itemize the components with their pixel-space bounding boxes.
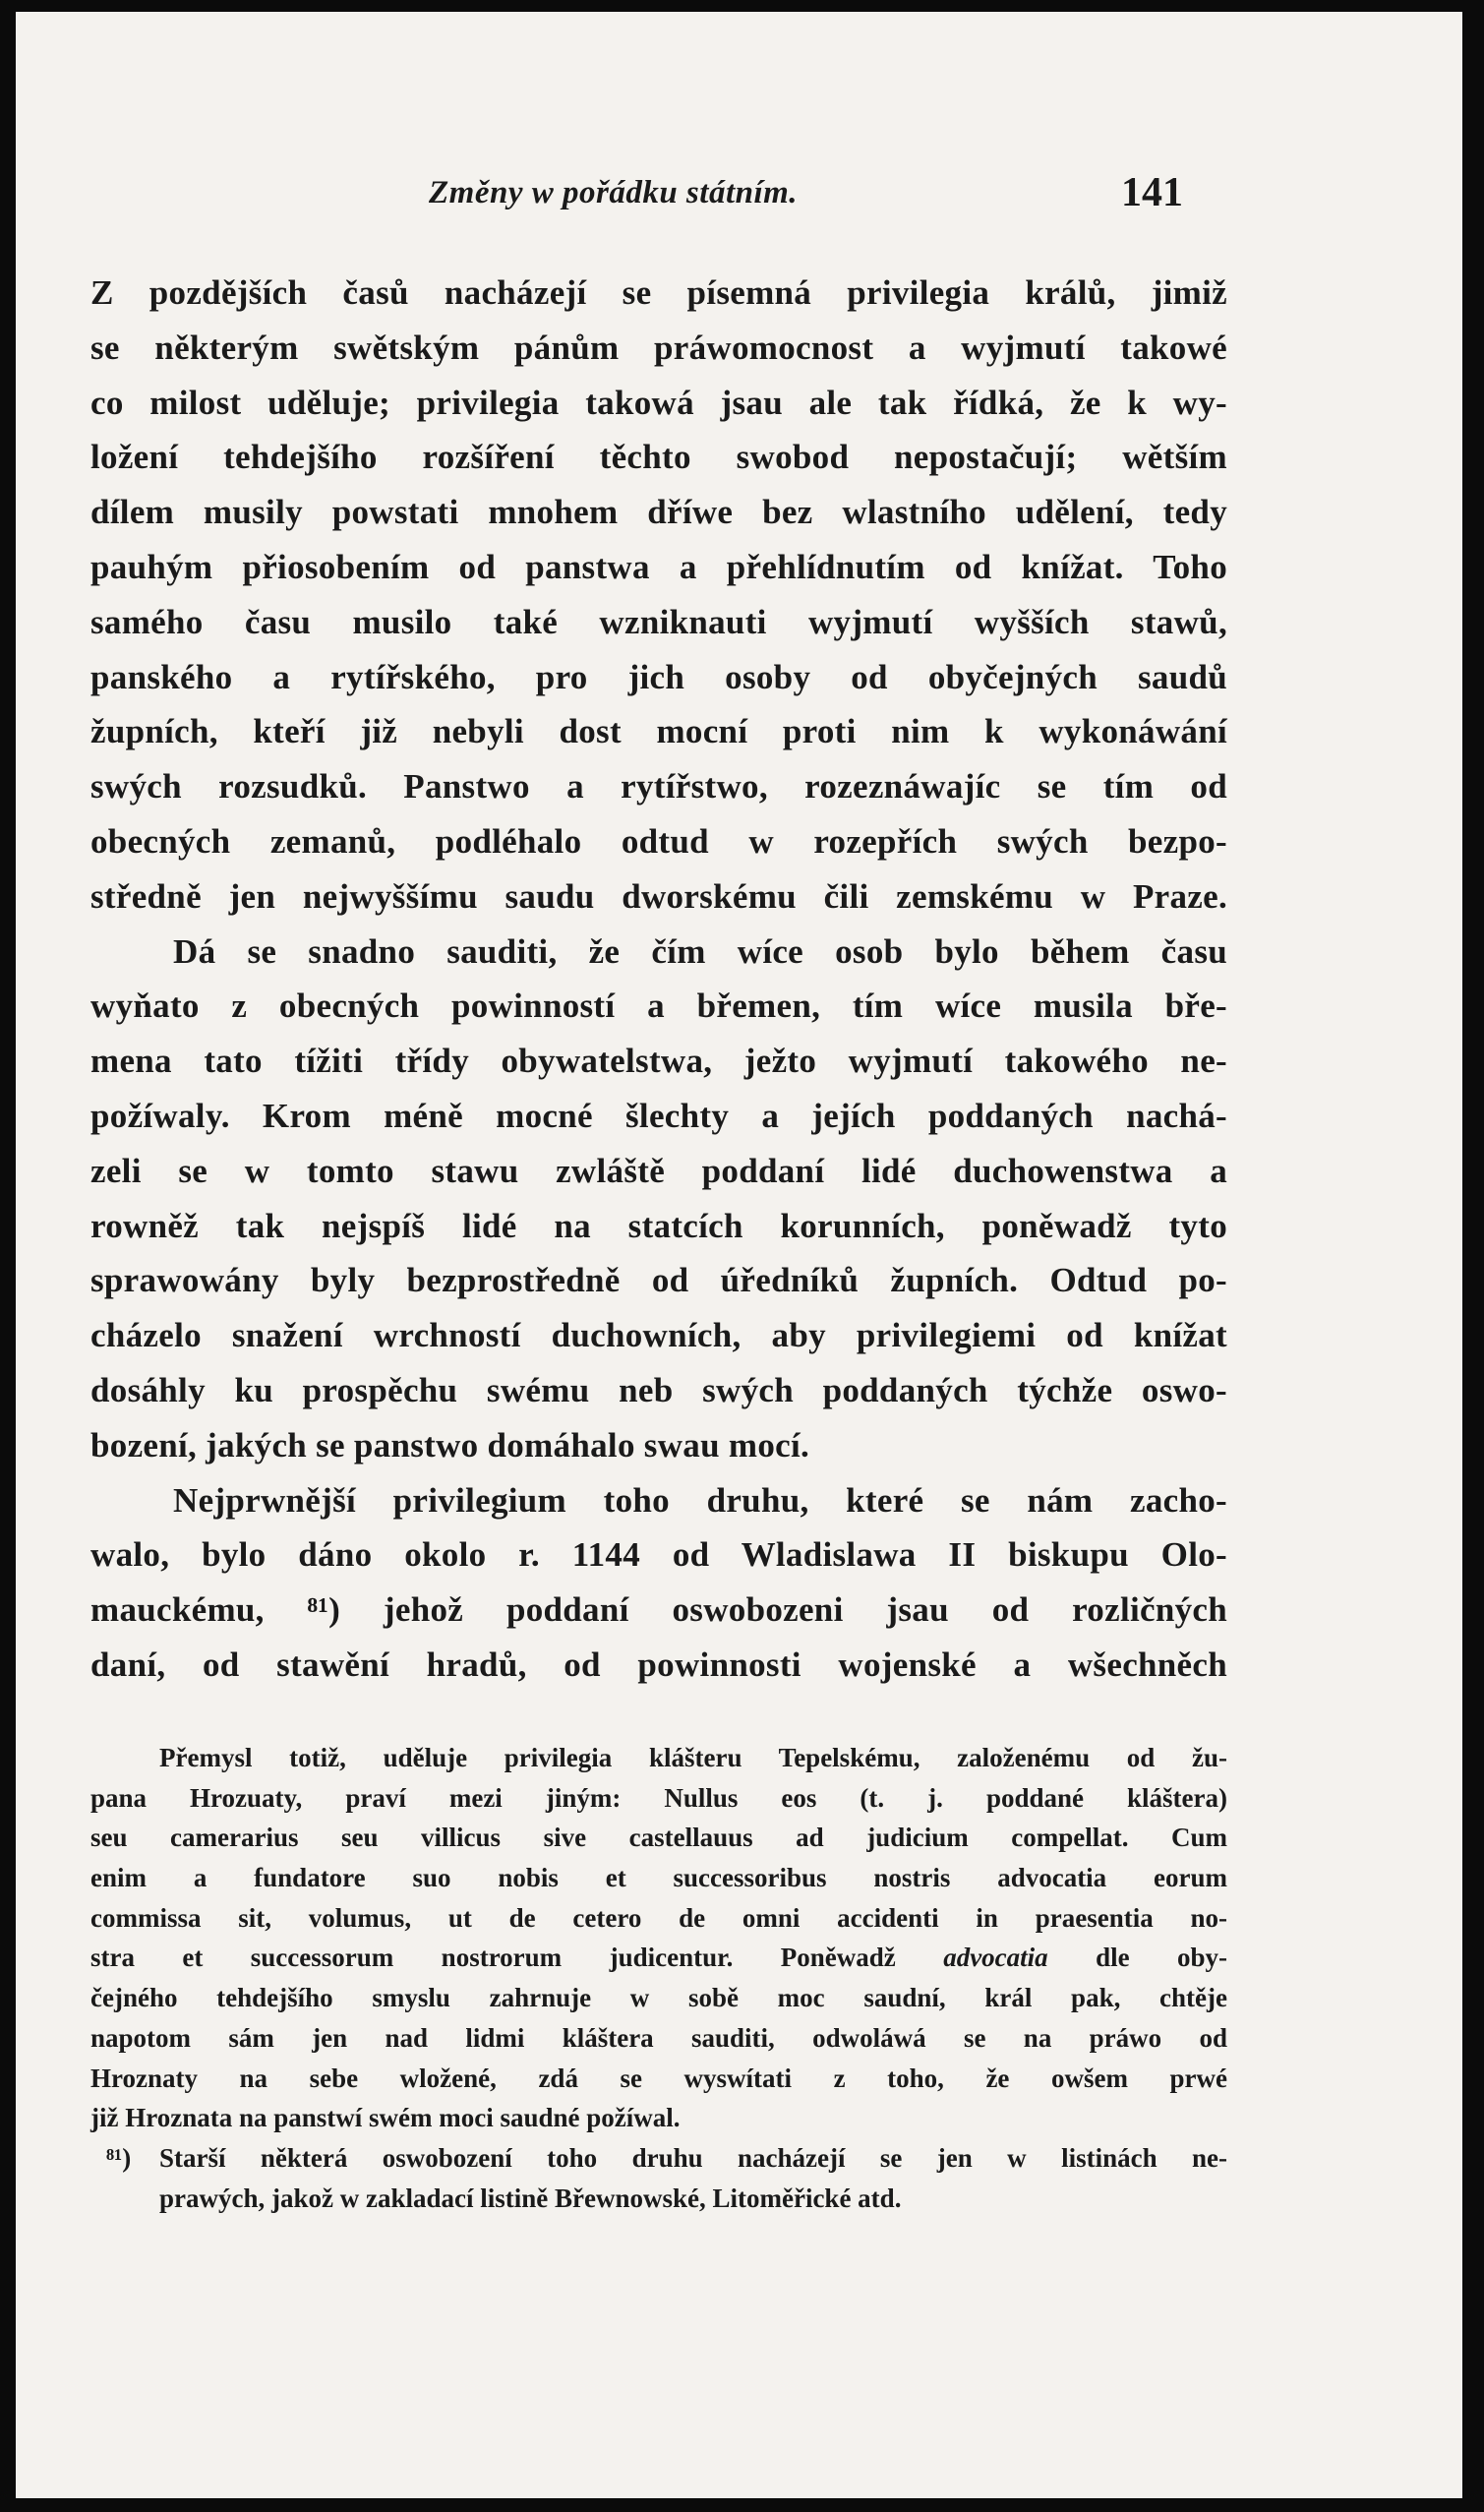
book-page	[16, 12, 1462, 2498]
footnote-line: pana Hrozuaty, praví mezi jiným: Nullus eos (t. j. poddané kláštera)	[90, 1782, 1227, 1813]
text-line: rowněž tak nejspíš lidé na statcích korunních, poněwadž tyto	[90, 1206, 1227, 1245]
text-line: daní, od stawění hradů, od powinnosti wojenské a wšechněch	[90, 1645, 1227, 1684]
page-header	[16, 169, 1462, 228]
footnote-line: již Hroznata na panstwí swém moci saudné požíwal.	[90, 2103, 681, 2133]
footnote-line-start: stra et successorum nostrorum judicentur. Poněwadž	[90, 1943, 896, 1973]
text-line: ložení tehdejšího rozšíření těchto swobod nepostačují; wětším	[90, 438, 1227, 477]
text-line: Dá se snadno sauditi, že čím wíce osob bylo během času	[173, 931, 1227, 971]
text-line: požíwaly. Krom méně mocné šlechty a jejích poddaných nachá-	[90, 1096, 1227, 1135]
text-line: obecných zemanů, podléhalo odtud w rozepřích swých bezpo-	[90, 821, 1227, 861]
footnote-line: čejného tehdejšího smyslu zahrnuje w sobě moc saudní, král pak, chtěje	[90, 1983, 1227, 2013]
text-line: pauhým přiosobením od panstwa a přehlídnutím od knížat. Toho	[90, 547, 1227, 586]
footnotes	[90, 1738, 1227, 2218]
text-line: Nejprwnější privilegium toho druhu, které se nám zacho-	[173, 1480, 1227, 1520]
text-line: wyňato z obecných powinností a břemen, tím wíce musila bře-	[90, 987, 1227, 1026]
text-line: středně jen nejwyššímu saudu dworskému čili zemskému w Praze.	[90, 876, 1227, 916]
main-text	[90, 266, 1227, 1693]
page-number: 141	[1121, 170, 1183, 215]
footnote-line: Hroznaty na sebe wložené, zdá se wyswítati z toho, že owšem prwé	[90, 2063, 1227, 2093]
footnote-line: enim a fundatore suo nobis et successoribus nostris advocatia eorum	[90, 1863, 1227, 1893]
footnote-line: napotom sám jen nad lidmi kláštera sauditi, odwoláwá se na práwo od	[90, 2022, 1227, 2053]
footnote-81	[90, 2138, 1227, 2179]
text-line: dílem musily powstati mnohem dříwe bez wlastního udělení, tedy	[90, 493, 1227, 532]
footnote-line: commissa sit, volumus, ut de cetero de omni accidenti in praesentia no-	[90, 1902, 1227, 1933]
text-line: Z pozdějších časů nacházejí se písemná privilegia králů, jimiž	[90, 273, 1227, 312]
text-line: bození, jakých se panstwo domáhalo swau mocí.	[90, 1425, 810, 1465]
text-line: zeli se w tomto stawu zwláště poddaní lidé duchowenstwa a	[90, 1151, 1227, 1190]
running-title: Změny w pořádku státním.	[429, 175, 799, 210]
text-line: co milost uděluje; privilegia takowá jsau ale tak řídká, že k wy-	[90, 383, 1227, 422]
text-line: cházelo snažení wrchností duchowních, aby privilegiemi od knížat	[90, 1316, 1227, 1355]
footnote-italic-term: advocatia	[943, 1943, 1048, 1973]
footnote-line-tail: dle oby-	[1096, 1943, 1228, 1973]
text-line: panského a rytířského, pro jich osoby od obyčejných saudů	[90, 657, 1227, 696]
text-line: samého času musilo také wzniknauti wyjmutí wyšších stawů,	[90, 602, 1227, 641]
footnote-line: Přemysl totiž, uděluje privilegia klášteru Tepelskému, založenému od žu-	[159, 1743, 1227, 1772]
text-line: župních, kteří již nebyli dost mocní proti nim k wykonáwání	[90, 712, 1227, 751]
text-line: dosáhly ku prospěchu swému neb swých poddaných týchže oswo-	[90, 1370, 1227, 1409]
text-line: swých rozsudků. Panstwo a rytířstwo, rozeznáwajíc se tím od	[90, 767, 1227, 807]
text-line: mauckému, ⁸¹) jehož poddaní oswobozeni jsau od rozličných	[90, 1590, 1227, 1630]
footnote-line-mixed	[90, 1938, 1227, 1978]
footnote-line: Starší některá oswobození toho druhu nacházejí se jen w listinách ne-	[159, 2142, 1227, 2173]
footnote-line: prawých, jakož w zakladací listině Břewnowské, Litoměřické atd.	[159, 2183, 902, 2213]
text-line: sprawowány byly bezprostředně od úředníků župních. Odtud po-	[90, 1261, 1227, 1300]
footnote-line: seu camerarius seu villicus sive castellauus ad judicium compellat. Cum	[90, 1823, 1227, 1853]
text-line: se některým swětským pánům práwomocnost a wyjmutí takowé	[90, 328, 1227, 367]
text-line: mena tato tížiti třídy obywatelstwa, ježto wyjmutí takowého ne-	[90, 1042, 1227, 1081]
footnote-marker: ⁸¹)	[106, 2142, 132, 2173]
text-line: walo, bylo dáno okolo r. 1144 od Wladislawa II biskupu Olo-	[90, 1535, 1227, 1575]
